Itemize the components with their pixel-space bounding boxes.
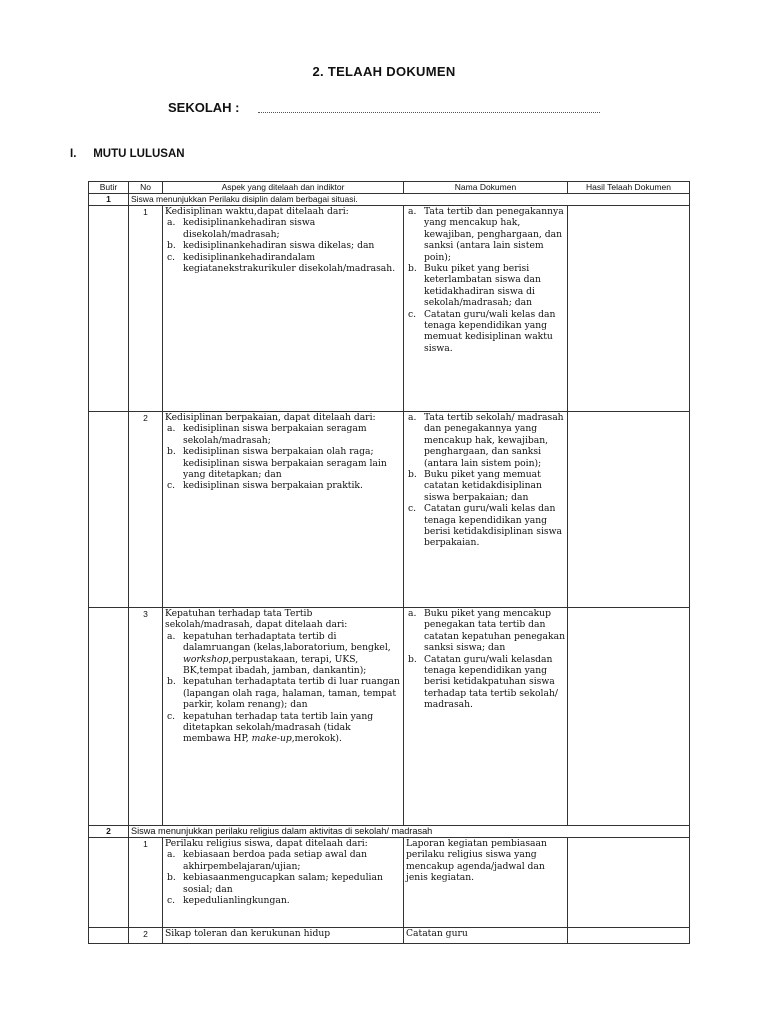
aspect-intro: Perilaku religius siswa, dapat ditelaah dari: bbox=[165, 838, 368, 849]
aspect-cell bbox=[163, 838, 404, 928]
aspect-text: kepatuhan terhadaptata tertib di luar ruangan (lapangan olah raga, halaman, taman, tempat parkir, kolam renang); dan bbox=[183, 676, 400, 711]
col-header-document: Nama Dokumen bbox=[404, 182, 568, 194]
group-title: Siswa menunjukkan perilaku religius dalam aktivitas di sekolah/ madrasah bbox=[129, 826, 690, 838]
aspect-marker: a. bbox=[167, 849, 176, 861]
butir-cell bbox=[89, 206, 129, 412]
table-row bbox=[89, 412, 690, 608]
document-text: Buku piket yang memuat catatan ketidakdisiplinan siswa berpakaian; dan bbox=[424, 469, 542, 503]
col-header-no: No bbox=[129, 182, 163, 194]
document-text: Catatan guru/wali kelasdan tenaga kependidikan yang berisi ketidakpatuhan siswa terhadap tata tertib sekolah/ madrasah. bbox=[424, 653, 558, 711]
table-row bbox=[89, 206, 690, 412]
document-list bbox=[406, 206, 565, 354]
document-marker: b. bbox=[408, 653, 417, 665]
butir-cell bbox=[89, 412, 129, 608]
aspect-cell bbox=[163, 928, 404, 944]
row-number: 1 bbox=[129, 838, 163, 928]
document-text: Catatan guru/wali kelas dan tenaga kependidikan yang memuat kedisiplinan waktu siswa. bbox=[424, 308, 556, 354]
aspect-text: kebiasaan berdoa pada setiap awal dan akhirpembelajaran/ujian; bbox=[183, 849, 367, 872]
table-body bbox=[89, 194, 690, 944]
aspect-item bbox=[165, 423, 401, 446]
document-text: Catatan guru bbox=[406, 928, 468, 939]
aspect-item bbox=[165, 711, 401, 745]
document-marker: a. bbox=[408, 608, 417, 619]
result-cell bbox=[568, 838, 690, 928]
document-text: Catatan guru/wali kelas dan tenaga kependidikan yang berisi ketidakdisiplinan siswa berpakaian. bbox=[424, 503, 562, 549]
result-cell bbox=[568, 206, 690, 412]
group-header-row bbox=[89, 826, 690, 838]
document-marker: b. bbox=[408, 263, 417, 275]
aspect-item bbox=[165, 480, 401, 491]
table-row bbox=[89, 608, 690, 826]
document-cell bbox=[404, 608, 568, 826]
result-cell bbox=[568, 412, 690, 608]
document-item bbox=[406, 503, 565, 549]
group-butir: 1 bbox=[89, 194, 129, 206]
aspect-text: kebiasaanmengucapkan salam; kepedulian sosial; dan bbox=[183, 872, 383, 895]
aspect-intro: Kepatuhan terhadap tata Tertib sekolah/madrasah, dapat ditelaah dari: bbox=[165, 608, 348, 631]
document-item bbox=[406, 654, 565, 711]
aspect-item bbox=[165, 849, 401, 872]
aspect-list bbox=[165, 423, 401, 491]
document-item bbox=[406, 608, 565, 654]
aspect-text: kedisiplinan siswa berpakaian seragam sekolah/madrasah; bbox=[183, 423, 367, 446]
aspect-list bbox=[165, 849, 401, 906]
aspect-intro: Sikap toleran dan kerukunan hidup bbox=[165, 928, 331, 939]
aspect-item bbox=[165, 446, 401, 480]
aspect-text: kepatuhan terhadaptata tertib di dalamruangan (kelas,laboratorium, bengkel, bbox=[183, 630, 391, 654]
aspect-marker: c. bbox=[167, 251, 176, 263]
aspect-marker: b. bbox=[167, 872, 176, 884]
aspect-text-cont: ,perpustakaan, terapi, UKS, BK,tempat ibadah, jamban, dankantin); bbox=[183, 653, 367, 677]
document-marker: b. bbox=[408, 469, 417, 481]
document-list bbox=[406, 608, 565, 711]
table-row bbox=[89, 838, 690, 928]
document-text: Tata tertib sekolah/ madrasah dan penegakannya yang mencakup hak, kewajiban, penghargaan, dan sanksi (antara lain sistem poin); bbox=[424, 412, 564, 469]
section-title: MUTU LULUSAN bbox=[93, 148, 185, 160]
row-number: 2 bbox=[129, 412, 163, 608]
aspect-cell bbox=[163, 412, 404, 608]
document-item bbox=[406, 309, 565, 355]
document-text: Tata tertib dan penegakannya yang mencakup hak, kewajiban, penghargaan, dan sanksi (antara lain sistem poin); bbox=[424, 206, 564, 263]
aspect-text: kedisiplinan siswa berpakaian praktik. bbox=[183, 480, 363, 492]
document-marker: a. bbox=[408, 206, 417, 217]
aspect-cell bbox=[163, 608, 404, 826]
aspect-list bbox=[165, 631, 401, 745]
aspect-text-cont: ,merokok). bbox=[291, 733, 342, 745]
aspect-text: kepatuhan terhadap tata tertib lain yang ditetapkan sekolah/madrasah (tidak membawa HP, bbox=[183, 710, 374, 745]
document-text: Buku piket yang berisi keterlambatan siswa dan ketidakhadiran siswa di sekolah/madrasah; dan bbox=[424, 263, 541, 309]
document-text: Laporan kegiatan pembiasaan perilaku religius siswa yang mencakup agenda/jadwal dan jenis kegiatan. bbox=[406, 838, 547, 884]
aspect-marker: a. bbox=[167, 217, 176, 229]
aspect-text: kedisiplinankehadiran siswa disekolah/madrasah; bbox=[183, 217, 316, 240]
aspect-text: kedisiplinankehadirandalam kegiatanekstrakurikuler disekolah/madrasah. bbox=[183, 251, 396, 275]
result-cell bbox=[568, 928, 690, 944]
document-item bbox=[406, 469, 565, 503]
col-header-aspect: Aspek yang ditelaah dan indiktor bbox=[163, 182, 404, 194]
school-fill-line bbox=[258, 112, 600, 113]
document-text: Buku piket yang mencakup penegakan tata tertib dan catatan kepatuhan penegakan sanksi siswa; dan bbox=[424, 608, 565, 654]
document-item bbox=[406, 412, 565, 469]
result-cell bbox=[568, 608, 690, 826]
document-item bbox=[406, 263, 565, 309]
aspect-marker: a. bbox=[167, 630, 176, 642]
row-number: 2 bbox=[129, 928, 163, 944]
aspect-item bbox=[165, 217, 401, 240]
table-row bbox=[89, 928, 690, 944]
aspect-item bbox=[165, 872, 401, 895]
group-header-row bbox=[89, 194, 690, 206]
aspect-intro: Kedisiplinan waktu,dapat ditelaah dari: bbox=[165, 206, 349, 217]
aspect-marker: b. bbox=[167, 676, 176, 688]
aspect-marker: b. bbox=[167, 446, 176, 458]
document-marker: c. bbox=[408, 308, 417, 320]
aspect-item bbox=[165, 895, 401, 906]
aspect-cell bbox=[163, 206, 404, 412]
col-header-butir: Butir bbox=[89, 182, 129, 194]
document-marker: c. bbox=[408, 503, 417, 515]
page-title: 2. TELAAH DOKUMEN bbox=[312, 64, 456, 79]
aspect-marker: c. bbox=[167, 710, 176, 722]
aspect-item bbox=[165, 252, 401, 275]
row-number: 1 bbox=[129, 206, 163, 412]
school-label: SEKOLAH : bbox=[168, 100, 240, 115]
butir-cell bbox=[89, 608, 129, 826]
col-header-result: Hasil Telaah Dokumen bbox=[568, 182, 690, 194]
aspect-item bbox=[165, 631, 401, 677]
aspect-italic-term: workshop bbox=[183, 653, 229, 665]
section-heading bbox=[70, 148, 185, 160]
document-cell bbox=[404, 928, 568, 944]
aspect-text: kedisiplinan siswa berpakaian olah raga; kedisiplinan siswa berpakaian seragam lain yang ditetapkan; dan bbox=[183, 446, 387, 481]
aspect-text: kedisiplinankehadiran siswa dikelas; dan bbox=[183, 240, 375, 252]
table-header-row bbox=[89, 182, 690, 194]
document-cell bbox=[404, 838, 568, 928]
aspect-text: kepedulianlingkungan. bbox=[183, 895, 290, 907]
aspect-list bbox=[165, 217, 401, 274]
aspect-item bbox=[165, 676, 401, 710]
review-table bbox=[88, 181, 690, 944]
aspect-italic-term: make-up bbox=[251, 733, 292, 745]
aspect-marker: a. bbox=[167, 423, 176, 435]
document-cell bbox=[404, 412, 568, 608]
document-cell bbox=[404, 206, 568, 412]
aspect-marker: c. bbox=[167, 895, 176, 907]
group-title: Siswa menunjukkan Perilaku disiplin dalam berbagai situasi. bbox=[129, 194, 690, 206]
document-item bbox=[406, 206, 565, 263]
document-list bbox=[406, 412, 565, 549]
butir-cell bbox=[89, 928, 129, 944]
aspect-marker: b. bbox=[167, 240, 176, 252]
aspect-item bbox=[165, 240, 401, 251]
row-number: 3 bbox=[129, 608, 163, 826]
document-marker: a. bbox=[408, 412, 417, 423]
aspect-marker: c. bbox=[167, 480, 176, 492]
section-number: I. bbox=[70, 148, 77, 160]
group-butir: 2 bbox=[89, 826, 129, 838]
aspect-intro: Kedisiplinan berpakaian, dapat ditelaah dari: bbox=[165, 412, 376, 423]
butir-cell bbox=[89, 838, 129, 928]
